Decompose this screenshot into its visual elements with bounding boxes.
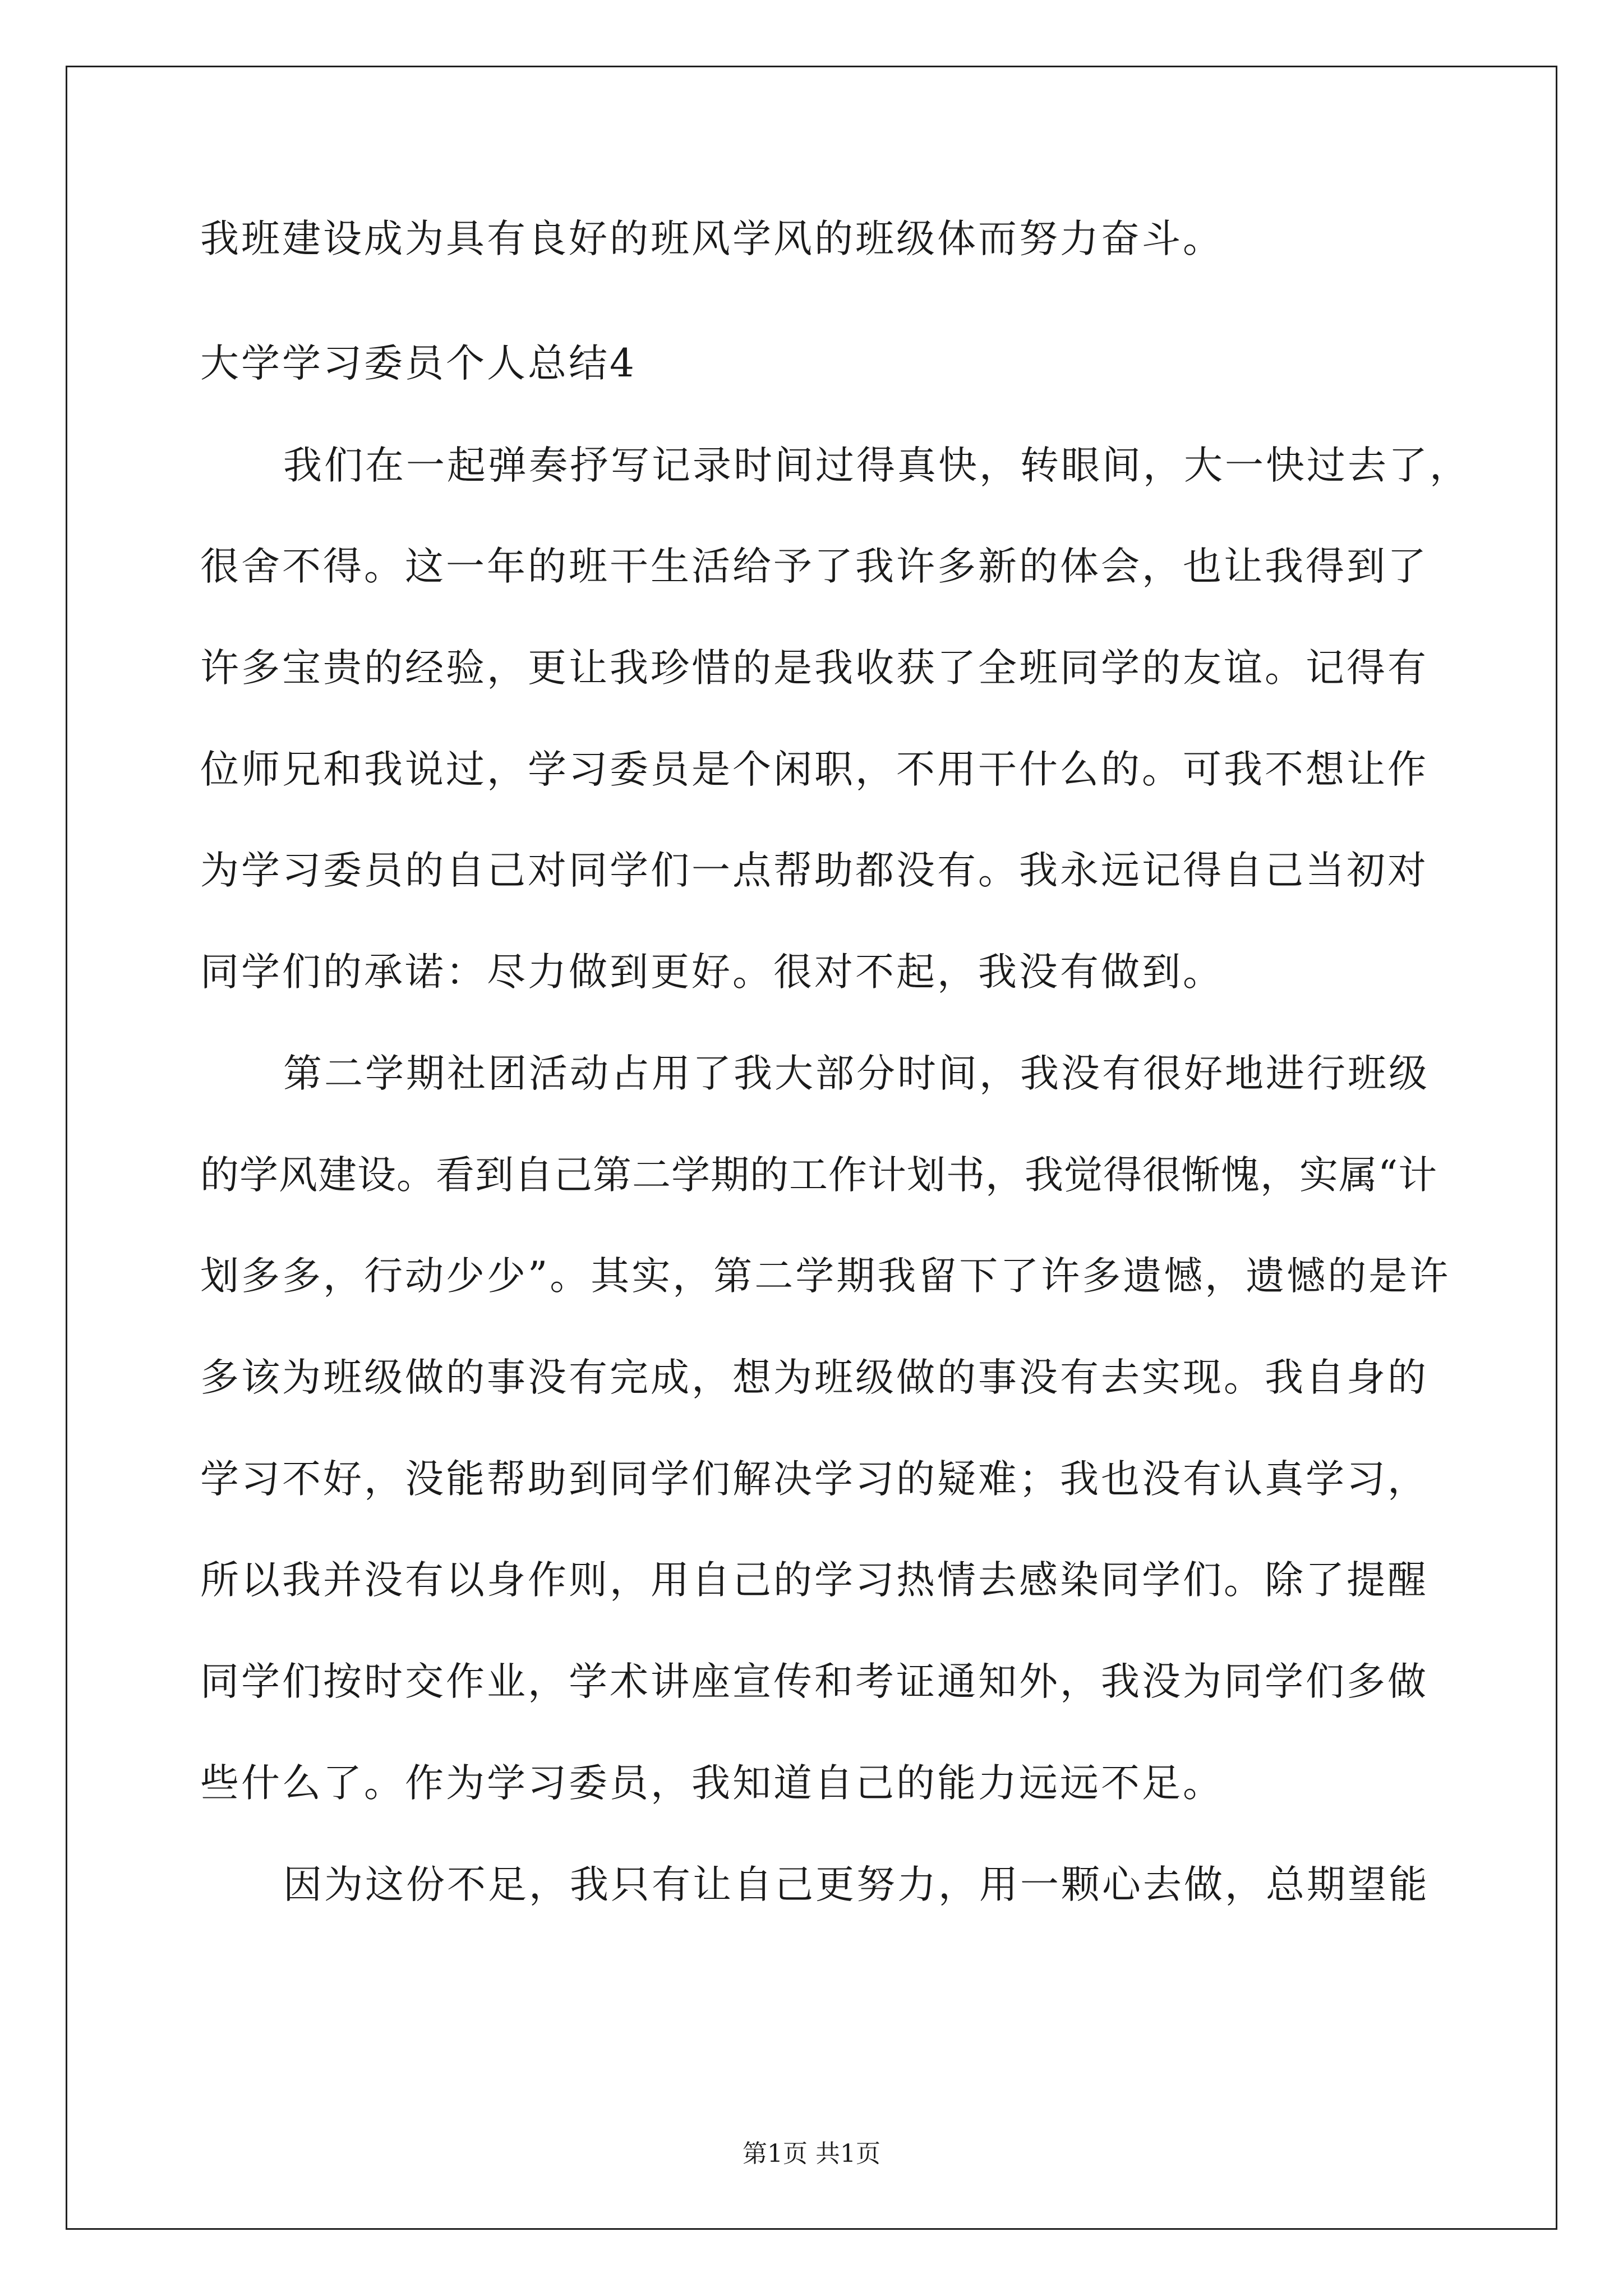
paragraph-line: 位师兄和我说过，学习委员是个闲职，不用干什么的。可我不想让作 — [200, 747, 1428, 792]
paragraph-line: 同学们的承诺：尽力做到更好。很对不起，我没有做到。 — [200, 950, 1224, 995]
paragraph-line: 划多多，行动少少”。其实，第二学期我留下了许多遗憾，遗憾的是许 — [200, 1254, 1451, 1299]
paragraph-line: 我班建设成为具有良好的班风学风的班级体而努力奋斗。 — [200, 217, 1224, 261]
page-footer: 第1页 共1页 — [743, 2139, 880, 2168]
paragraph-line: 学习不好，没能帮助到同学们解决学习的疑难；我也没有认真学习， — [200, 1457, 1428, 1502]
paragraph-line: 的学风建设。看到自己第二学期的工作计划书，我觉得很惭愧，实属“计 — [200, 1153, 1438, 1198]
section-heading: 大学学习委员个人总结4 — [200, 341, 637, 386]
paragraph-line: 我们在一起弹奏抒写记录时间过得真快，转眼间，大一快过去了， — [283, 443, 1470, 488]
paragraph-line: 所以我并没有以身作则，用自己的学习热情去感染同学们。除了提醒 — [200, 1558, 1428, 1603]
paragraph-line: 第二学期社团活动占用了我大部分时间，我没有很好地进行班级 — [283, 1051, 1430, 1096]
paragraph-line: 因为这份不足，我只有让自己更努力，用一颗心去做，总期望能 — [283, 1862, 1430, 1907]
paragraph-line: 些什么了。作为学习委员，我知道自己的能力远远不足。 — [200, 1761, 1224, 1806]
paragraph-line: 多该为班级做的事没有完成，想为班级做的事没有去实现。我自身的 — [200, 1355, 1428, 1400]
paragraph-line: 同学们按时交作业，学术讲座宣传和考证通知外，我没为同学们多做 — [200, 1659, 1428, 1704]
paragraph-line: 很舍不得。这一年的班干生活给予了我许多新的体会，也让我得到了 — [200, 544, 1428, 589]
paragraph-line: 为学习委员的自己对同学们一点帮助都没有。我永远记得自己当初对 — [200, 848, 1428, 893]
paragraph-line: 许多宝贵的经验，更让我珍惜的是我收获了全班同学的友谊。记得有 — [200, 646, 1428, 691]
